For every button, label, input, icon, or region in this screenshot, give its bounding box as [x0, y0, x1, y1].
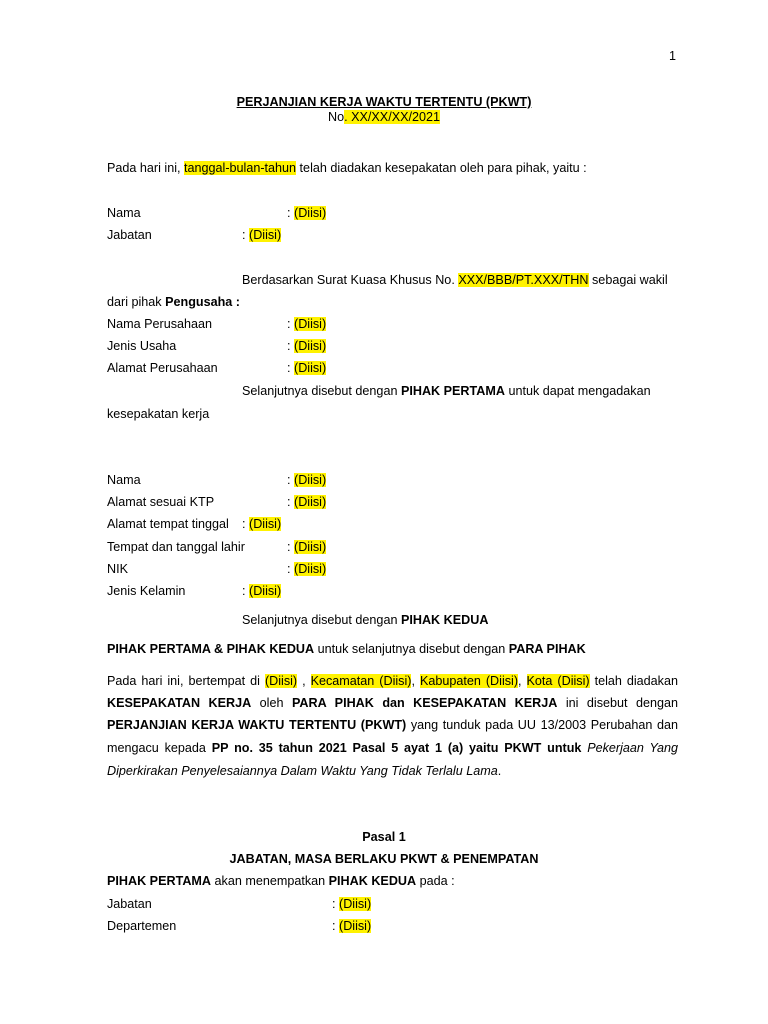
- pasal-1-departemen-value: : (Diisi): [332, 919, 372, 933]
- first-nama-label: Nama: [107, 206, 141, 220]
- pihak-kedua-label: PIHAK KEDUA: [400, 613, 489, 627]
- agreement-l3-a: yang tunduk pada UU 13/2003 Perubahan dan: [406, 718, 678, 732]
- para-pihak-line: [107, 642, 586, 657]
- agreement-l1-c: ,: [411, 674, 420, 688]
- ttl-value: : (Diisi): [287, 540, 327, 554]
- pengusaha-label: Pengusaha :: [165, 295, 240, 309]
- pasal-1-departemen-fill: (Diisi): [339, 919, 372, 933]
- para-pihak-bold-1: PIHAK PERTAMA & PIHAK KEDUA: [107, 642, 315, 656]
- pasal-1-jabatan-value: : (Diisi): [332, 897, 372, 911]
- alamat-perusahaan-label: Alamat Perusahaan: [107, 361, 218, 375]
- first-nama-value: : (Diisi): [287, 206, 327, 220]
- pihak-pertama-label: PIHAK PERTAMA: [400, 384, 505, 398]
- disebut-suffix-1: untuk dapat mengadakan: [504, 384, 651, 398]
- agreement-kabupaten-field: Kabupaten (Diisi): [419, 674, 519, 688]
- page-number: 1: [669, 49, 677, 63]
- agreement-l5-end: .: [497, 764, 502, 778]
- second-nama-value: : (Diisi): [287, 473, 327, 487]
- agreement-l2-a: oleh: [251, 696, 292, 710]
- pasal-1-subheading: [0, 852, 768, 867]
- opening-suffix: telah diadakan kesepakatan oleh para pihak, yaitu :: [296, 161, 587, 175]
- usaha-label: Jenis Usaha: [107, 339, 177, 353]
- perusahaan-label: Nama Perusahaan: [107, 317, 213, 331]
- agreement-line-5: [107, 764, 678, 779]
- tinggal-label: Alamat tempat tinggal: [107, 517, 229, 531]
- number-value: . XX/XX/XX/2021: [344, 110, 441, 124]
- opening-prefix: Pada hari ini,: [107, 161, 185, 175]
- document-title: [0, 95, 768, 110]
- agreement-place-field: (Diisi): [264, 674, 298, 688]
- pasal-1-jabatan-fill: (Diisi): [339, 897, 372, 911]
- skk-prefix: Berdasarkan Surat Kuasa Khusus No.: [242, 273, 459, 287]
- second-nama-fill: (Diisi): [294, 473, 327, 487]
- disebut-prefix-2: Selanjutnya disebut dengan: [242, 613, 401, 627]
- nik-value: : (Diisi): [287, 562, 327, 576]
- agreement-l1-e: telah diadakan: [589, 674, 678, 688]
- ktp-value: : (Diisi): [287, 495, 327, 509]
- pihak-pertama-line: [242, 384, 651, 399]
- second-nama-label: Nama: [107, 473, 141, 487]
- agreement-line-1: [107, 674, 678, 689]
- title-text: PERJANJIAN KERJA WAKTU TERTENTU (PKWT): [236, 95, 532, 109]
- perusahaan-fill: (Diisi): [294, 317, 327, 331]
- pasal-1-intro-bold-2: PIHAK KEDUA: [328, 874, 417, 888]
- ttl-label: Tempat dan tanggal lahir: [107, 540, 245, 554]
- usaha-value: : (Diisi): [287, 339, 327, 353]
- pasal-1-departemen-label: Departemen: [107, 919, 177, 933]
- tinggal-value: : (Diisi): [242, 517, 282, 531]
- agreement-l4-a: mengacu kepada: [107, 741, 212, 755]
- usaha-fill: (Diisi): [294, 339, 327, 353]
- dari-pihak-line: [107, 295, 240, 310]
- pasal-1-subheading-text: JABATAN, MASA BERLAKU PKWT & PENEMPATAN: [229, 852, 539, 866]
- alamat-perusahaan-fill: (Diisi): [294, 361, 327, 375]
- pihak-kedua-line: [242, 613, 488, 628]
- agreement-line-4: [107, 741, 678, 756]
- agreement-l2-bold-1: KESEPAKATAN KERJA: [107, 696, 252, 710]
- ktp-fill: (Diisi): [294, 495, 327, 509]
- agreement-line-2: [107, 696, 678, 711]
- agreement-kecamatan-field: Kecamatan (Diisi): [310, 674, 412, 688]
- first-jabatan-fill: (Diisi): [249, 228, 282, 242]
- agreement-l2-bold-2: PARA PIHAK dan KESEPAKATAN KERJA: [291, 696, 558, 710]
- kelamin-fill: (Diisi): [249, 584, 282, 598]
- skk-suffix: sebagai wakil: [588, 273, 668, 287]
- skk-number: XXX/BBB/PT.XXX/THN: [458, 273, 589, 287]
- kelamin-value: : (Diisi): [242, 584, 282, 598]
- skk-line: [242, 273, 668, 288]
- nik-label: NIK: [107, 562, 128, 576]
- pasal-1-heading: [0, 830, 768, 845]
- dari-pihak-text: dari pihak: [107, 295, 166, 309]
- pasal-1-intro-mid: akan menempatkan: [211, 874, 329, 888]
- kesepakatan-kerja-text: kesepakatan kerja: [107, 407, 210, 421]
- perusahaan-value: : (Diisi): [287, 317, 327, 331]
- para-pihak-mid: untuk selanjutnya disebut dengan: [314, 642, 509, 656]
- agreement-l1-a: Pada hari ini, bertempat di: [107, 674, 265, 688]
- pasal-1-jabatan-label: Jabatan: [107, 897, 152, 911]
- pasal-1-heading-text: Pasal 1: [362, 830, 406, 844]
- document-number: [0, 110, 768, 125]
- agreement-l3-bold: PERJANJIAN KERJA WAKTU TERTENTU (PKWT): [107, 718, 407, 732]
- disebut-prefix-1: Selanjutnya disebut dengan: [242, 384, 401, 398]
- nik-fill: (Diisi): [294, 562, 327, 576]
- agreement-l1-b: ,: [297, 674, 311, 688]
- agreement-kota-field: Kota (Diisi): [526, 674, 590, 688]
- first-jabatan-label: Jabatan: [107, 228, 152, 242]
- pasal-1-intro: [107, 874, 455, 889]
- opening-line: [107, 161, 587, 176]
- agreement-line-3: [107, 718, 678, 733]
- number-prefix: No: [327, 110, 345, 124]
- opening-date-field: tanggal-bulan-tahun: [184, 161, 297, 175]
- agreement-l2-b: ini disebut dengan: [557, 696, 678, 710]
- para-pihak-bold-2: PARA PIHAK: [508, 642, 586, 656]
- pasal-1-intro-bold-1: PIHAK PERTAMA: [107, 874, 212, 888]
- kelamin-label: Jenis Kelamin: [107, 584, 186, 598]
- agreement-l1-d: ,: [518, 674, 527, 688]
- alamat-perusahaan-value: : (Diisi): [287, 361, 327, 375]
- ktp-label: Alamat sesuai KTP: [107, 495, 215, 509]
- tinggal-fill: (Diisi): [249, 517, 282, 531]
- first-nama-fill: (Diisi): [294, 206, 327, 220]
- first-jabatan-value: : (Diisi): [242, 228, 282, 242]
- pasal-1-intro-end: pada :: [416, 874, 455, 888]
- agreement-l5-italic: Diperkirakan Penyelesaiannya Dalam Waktu Yang Tidak Terlalu Lama: [107, 764, 498, 778]
- agreement-l4-bold: PP no. 35 tahun 2021 Pasal 5 ayat 1 (a) yaitu PKWT untuk: [211, 741, 582, 755]
- agreement-l4-italic: Pekerjaan Yang: [581, 741, 678, 755]
- ttl-fill: (Diisi): [294, 540, 327, 554]
